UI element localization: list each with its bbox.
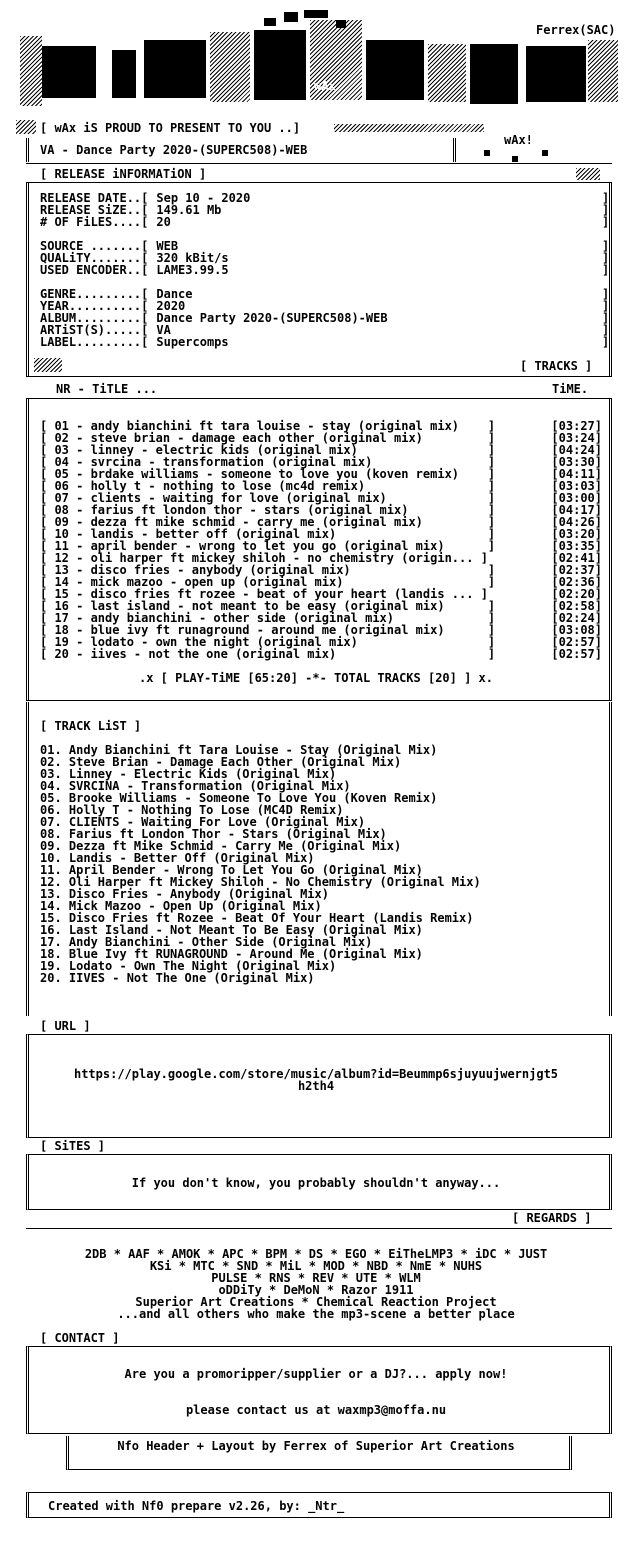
track-name: [ 04 - svrcina - transformation (original mix) ] [40,455,496,469]
track-duration: [02:58] [551,599,602,613]
release-field-key: LABEL.........[ [40,335,149,349]
release-field-bracket: ] [602,203,610,217]
regards-line: oDDiTy * DeMoN * Razor 1911 [218,1283,414,1297]
header-credit: Ferrex(SAC) [536,23,616,37]
track-name: [ 06 - holly t - nothing to lose (mc4d remix) ] [40,479,496,493]
url-label: [ URL ] [40,1019,91,1033]
track-row [40,648,602,660]
release-title: VA - Dance Party 2020-(SUPERC508)-WEB [40,143,308,157]
release-field [40,335,610,349]
tracklist-item: 01. Andy Bianchini ft Tara Louise - Stay (Original Mix) [40,743,438,757]
col-nr-title: NR - TiTLE ... [56,382,158,396]
track-duration: [03:27] [551,419,602,433]
tracklist-item: 10. Landis - Better Off (Original Mix) [40,851,315,865]
tracks-summary: .x [ PLAY-TiME [65:20] -*- TOTAL TRACKS [20] ] x. [138,671,493,685]
track-duration: [02:57] [551,647,602,661]
regards-line: PULSE * RNS * REV * UTE * WLM [211,1271,421,1285]
track-name: [ 14 - mick mazoo - open up (original mix) ] [40,575,496,589]
release-field-bracket: ] [602,251,610,265]
track-name: [ 20 - iives - not the one (original mix) ] [40,647,496,661]
release-info-label: [ RELEASE iNFORMATiON ] [40,167,207,181]
track-duration: [03:08] [551,623,602,637]
tracklist-item: 20. IIVES - Not The One (Original Mix) [40,971,315,985]
url-line-1[interactable]: https://play.google.com/store/music/album?id=Beummp6sjuyuujwernjgt5 [73,1067,559,1081]
release-field-value: 20 [156,215,171,229]
track-duration: [02:24] [551,611,602,625]
tracklist-item: 16. Last Island - Not Meant To Be Easy (Original Mix) [40,923,423,937]
tracklist-item: 08. Farius ft London Thor - Stars (Original Mix) [40,827,387,841]
track-duration: [03:03] [551,479,602,493]
release-field-key: # OF FiLES....[ [40,215,149,229]
logo-dot [512,156,518,162]
track-name: [ 07 - clients - waiting for love (original mix) ] [40,491,496,505]
track-duration: [03:20] [551,527,602,541]
track-duration: [02:20] [551,587,602,601]
presents-bar-right [334,124,484,132]
release-field-bracket: ] [602,323,610,337]
release-field-key: ARTiST(S).....[ [40,323,149,337]
tracklist-item: 17. Andy Bianchini - Other Side (Original Mix) [40,935,373,949]
release-field-bracket: ] [602,299,610,313]
regards-line: 2DB * AAF * AMOK * APC * BPM * DS * EGO * EiTheLMP3 * iDC * JUST [84,1247,548,1261]
track-name: [ 01 - andy bianchini ft tara louise - stay (original mix) ] [40,419,496,433]
release-field-bracket: ] [602,239,610,253]
tracklist-item: 09. Dezza ft Mike Schmid - Carry Me (Original Mix) [40,839,402,853]
release-field-value: 149.61 Mb [156,203,222,217]
track-name: [ 13 - disco fries - anybody (original mix) ] [40,563,496,577]
regards-label: [ REGARDS ] [512,1211,592,1225]
logo-tag: wAx! [504,133,533,147]
release-field-value: Dance [156,287,193,301]
release-field-key: YEAR..........[ [40,299,149,313]
release-field-bracket: ] [602,215,610,229]
contact-box [26,1346,612,1434]
logo-dot [484,150,490,156]
tracklist-item: 05. Brooke Williams - Someone To Love You (Koven Remix) [40,791,438,805]
tracklist-item: 11. April Bender - Wrong To Let You Go (Original Mix) [40,863,423,877]
footer-credit: Nfo Header + Layout by Ferrex of Superior Art Creations [117,1439,515,1453]
track-duration: [04:26] [551,515,602,529]
release-field-key: GENRE.........[ [40,287,149,301]
tracklist-item: 14. Mick Mazoo - Open Up (Original Mix) [40,899,322,913]
regards-line: KSi * MTC * SND * MiL * MOD * NBD * NmE * NUHS [149,1259,483,1273]
tracklist-item: 07. CLIENTS - Waiting For Love (Original Mix) [40,815,366,829]
presents-line: [ wAx iS PROUD TO PRESENT TO YOU ..] [40,121,301,135]
url-line-2[interactable]: h2th4 [297,1079,335,1093]
regards-line: ...and all others who make the mp3-scene a better place [117,1307,515,1321]
track-name: [ 16 - last island - not meant to be easy (original mix) ] [40,599,496,613]
release-field-key: SOURCE .......[ [40,239,149,253]
release-info-hatch [576,168,600,180]
release-field-bracket: ] [602,287,610,301]
track-duration: [04:11] [551,467,602,481]
track-duration: [02:36] [551,575,602,589]
release-field-bracket: ] [602,191,610,205]
track-name: [ 05 - brdake williams - someone to love you (koven remix) ] [40,467,496,481]
release-field-value: 2020 [156,299,186,313]
release-field-value: Sep 10 - 2020 [156,191,251,205]
track-name: [ 11 - april bender - wrong to let you go (original mix) ] [40,539,496,553]
release-field-key: RELEASE SiZE..[ [40,203,149,217]
tracklist-item: 15. Disco Fries ft Rozee - Beat Of Your Heart (Landis Remix) [40,911,474,925]
release-field-bracket: ] [602,335,610,349]
track-name: [ 08 - farius ft london thor - stars (original mix) ] [40,503,496,517]
track-duration: [03:35] [551,539,602,553]
track-duration: [03:24] [551,431,602,445]
track-name: [ 03 - linney - electric kids (original mix) ] [40,443,496,457]
release-field-value: LAME3.99.5 [156,263,229,277]
track-name: [ 12 - oli harper ft mickey shiloh - no chemistry (origin... ] [40,551,488,565]
tracklist-item: 04. SVRCINA - Transformation (Original Mix) [40,779,351,793]
release-field-value: WEB [156,239,179,253]
release-field-value: 320 kBit/s [156,251,229,265]
release-field [40,215,610,229]
release-field-value: VA [156,323,171,337]
contact-line-2[interactable]: please contact us at waxmp3@moffa.nu [185,1403,447,1417]
track-name: [ 19 - lodato - own the night (original mix) ] [40,635,496,649]
track-duration: [04:24] [551,443,602,457]
track-duration: [02:37] [551,563,602,577]
track-duration: [04:17] [551,503,602,517]
track-name: [ 02 - steve brian - damage each other (original mix) ] [40,431,496,445]
tracklist-label: [ TRACK LiST ] [40,719,142,733]
release-field-key: QUALiTY.......[ [40,251,149,265]
release-field-key: USED ENCODER..[ [40,263,149,277]
track-name: [ 09 - dezza ft mike schmid - carry me (original mix) ] [40,515,496,529]
release-field-bracket: ] [602,311,610,325]
track-name: [ 18 - blue ivy ft runaground - around me (original mix) ] [40,623,496,637]
track-name: [ 10 - landis - better off (original mix) ] [40,527,496,541]
release-field-key: ALBUM.........[ [40,311,149,325]
track-name: [ 17 - andy bianchini - other side (original mix) ] [40,611,496,625]
release-field-bracket: ] [602,263,610,277]
track-name: [ 15 - disco fries ft rozee - beat of your heart (landis ... ] [40,587,488,601]
contact-label: [ CONTACT ] [40,1331,120,1345]
presents-bar-left [16,120,36,134]
tracks-hatch [34,358,62,372]
col-time: TiME. [552,382,589,396]
footer-created: Created with Nf0 prepare v2.26, by: _Ntr_ [48,1499,345,1513]
sites-text: If you don't know, you probably shouldn't anyway... [131,1176,501,1190]
tracklist-item: 02. Steve Brian - Damage Each Other (Original Mix) [40,755,402,769]
logo-text: wAx [314,79,336,93]
tracklist-item: 03. Linney - Electric Kids (Original Mix) [40,767,337,781]
contact-line-1: Are you a promoripper/supplier or a DJ?... apply now! [124,1367,508,1381]
logo-dot [542,150,548,156]
track-duration: [03:30] [551,455,602,469]
release-field-value: Dance Party 2020-(SUPERC508)-WEB [156,311,388,325]
tracklist-item: 19. Lodato - Own The Night (Original Mix) [40,959,337,973]
track-duration: [02:41] [551,551,602,565]
release-field-value: Supercomps [156,335,229,349]
tracks-label: [ TRACKS ] [520,359,593,373]
tracklist-item: 18. Blue Ivy ft RUNAGROUND - Around Me (Original Mix) [40,947,423,961]
wax-logo [14,10,624,120]
release-field-key: RELEASE DATE..[ [40,191,149,205]
track-duration: [03:00] [551,491,602,505]
regards-line: Superior Art Creations * Chemical Reaction Project [135,1295,497,1309]
track-duration: [02:57] [551,635,602,649]
tracklist-item: 06. Holly T - Nothing To Lose (MC4D Remix) [40,803,344,817]
sites-label: [ SiTES ] [40,1139,106,1153]
tracklist-item: 12. Oli Harper ft Mickey Shiloh - No Chemistry (Original Mix) [40,875,481,889]
tracklist-item: 13. Disco Fries - Anybody (Original Mix) [40,887,329,901]
release-field [40,263,610,277]
